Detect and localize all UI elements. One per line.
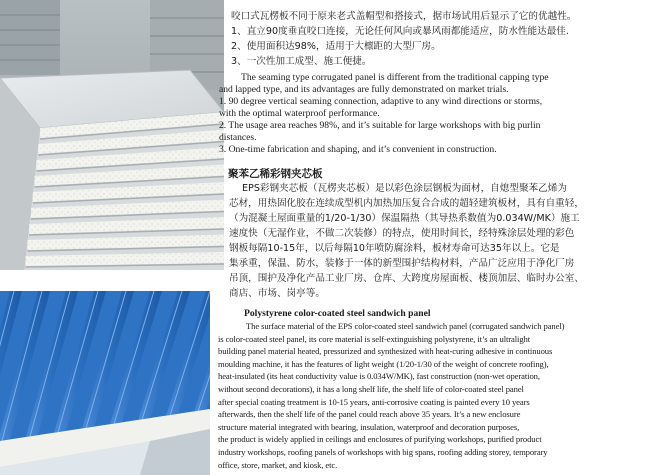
eps-zh-line: 芯材，用热固化胶在连续成型机内加热加压复合合成的超轻建筑板材，具有自重轻， [229, 198, 584, 209]
eps-en-line: The surface material of the EPS color-coated steel sandwich panel (corrugated sandwich panel) [246, 321, 565, 331]
eps-en-line: heat-insulated (its heat conductivity value is 0.034W/MK), fast construction (non-wet operation, [218, 371, 540, 382]
intro-en-line: with the optimal waterproof performance. [219, 108, 380, 119]
eps-title-en: Polystyrene color-coated steel sandwich panel [244, 308, 431, 319]
eps-en-line: industry workshops, roofing panels of workshops with big spans, roofing adding storey, temporary [218, 446, 548, 457]
intro-zh-line: 1、直立90度垂直咬口连接，无论任何风向或暴风雨都能适应，防水性能达最佳. [231, 26, 569, 37]
intro-en-line: 1. 90 degree vertical seaming connection, adaptive to any wind directions or storms, [219, 96, 543, 107]
eps-zh-line: （为混凝土屋面重量的1/20-1/30）保温隔热（其导热系数值为0.034W/MK）施工 [229, 213, 580, 224]
eps-zh-block [229, 181, 584, 301]
eps-en-line: is color-coated steel panel, its core material is self-extinguishing polystyrene, it’s an ultralight [218, 333, 531, 344]
intro-en-line: distances. [219, 132, 257, 143]
eps-en-line: structure material integrated with bearing, insulation, waterproof and decoration purposes, [218, 421, 520, 432]
intro-en-line: The seaming type corrugated panel is different from the traditional capping type [241, 72, 549, 83]
eps-title-zh: 聚苯乙稀彩钢夹芯板 [228, 168, 323, 180]
eps-en-line: the product is widely applied in ceilings and enclosures of purifying workshops, purified product [218, 434, 542, 445]
intro-zh-line: 咬口式瓦楞板不同于原来老式盖帽型和搭接式，据市场试用后显示了它的优越性。 [231, 11, 577, 22]
eps-en-line: after special coating treatment is 10-15 years, anti-corrosive coating is painted every 10 years [218, 396, 530, 407]
panel-stack-illustration [0, 0, 224, 270]
eps-en-block [218, 320, 564, 471]
blue-panel-illustration [0, 291, 210, 475]
intro-en-block [219, 72, 549, 156]
eps-zh-line: 速度快（无湿作业，不做二次装修）的特点，使用时间长，经特殊涂层处理的彩色 [229, 228, 575, 239]
panel-stack-photo [0, 0, 224, 270]
intro-en-line: 2. The usage area reaches 98%, and it’s suitable for large workshops with big purlin [219, 120, 541, 131]
eps-en-line: without second decorations), it has a long shelf life, the shelf life of color-coated steel panel [218, 383, 524, 394]
eps-zh-line: 吊顶，围护及净化产品工业厂房、仓库、大跨度房屋面板、楼顶加层、临时办公室、 [229, 273, 584, 284]
intro-zh-line: 3、一次性加工成型、施工便捷。 [231, 56, 372, 67]
intro-zh-block [231, 9, 576, 69]
eps-en-line: afterwards, then the shelf life of the panel could reach above 35 years. It’s a new enclosure [218, 409, 521, 420]
intro-en-line: 3. One-time fabrication and shaping, and it’s convenient in construction. [219, 144, 497, 155]
eps-en-line: office, store, market, and kiosk, etc. [218, 459, 338, 470]
eps-zh-line: 钢板每隔10-15年，以后每隔10年喷防腐涂料，板材寿命可达35年以上。它是 [229, 243, 560, 254]
eps-en-line: moulding machine, it has the features of light weight (1/20-1/30 of the weight of concrete roofing), [218, 358, 549, 369]
eps-zh-line: 集承重，保温、防水，装修于一体的新型围护结构材料，产品广泛应用于净化厂房 [229, 258, 575, 269]
eps-en-line: building panel material heated, pressurized and synthesized with heat-curing adhesive in continuous [218, 346, 553, 357]
eps-zh-line: 商店、市场、岗亭等。 [229, 288, 325, 299]
blue-corrugated-panel-photo [0, 291, 210, 475]
eps-zh-line: EPS彩钢夹芯板（瓦楞夹芯板）是以彩色涂层钢板为面材，自熄型聚苯乙烯为 [242, 183, 567, 194]
intro-en-line: and lapped type, and its advantages are fully demonstrated on market trials. [219, 84, 509, 95]
intro-zh-line: 2、使用面积达98%，适用于大檩距的大型厂房。 [231, 41, 441, 52]
